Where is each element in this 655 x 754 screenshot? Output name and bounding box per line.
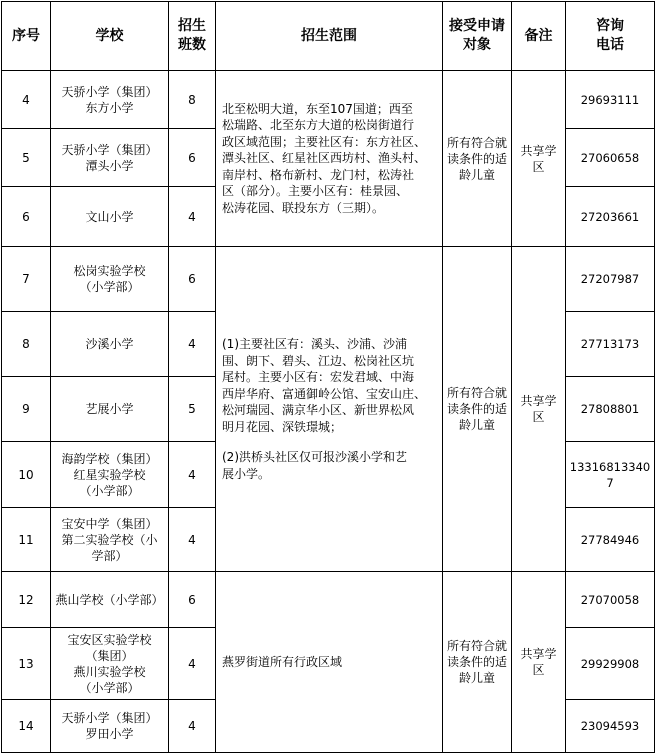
table-row — [2, 247, 655, 312]
row-school: 艺展小学 — [51, 377, 169, 442]
header-school: 学校 — [51, 2, 169, 71]
row-no: 5 — [2, 129, 51, 187]
row-school: 天骄小学（集团） 东方小学 — [51, 71, 169, 129]
header-row — [2, 2, 655, 71]
table-row — [2, 572, 655, 628]
row-classes: 4 — [169, 700, 216, 753]
group-2-range: (1)主要社区有：溪头、沙浦、沙浦 围、朗下、碧头、江边、松岗社区坑 尾村。主要小区有：宏发君域、中海 西岸华府、富通御岭公馆、宝安山庄、 松河瑞园、满京华小区、新世界松风 明月花园、深铁璟城； (2)洪桥头社区仅可报沙溪小学和艺 展小学。 — [216, 247, 443, 572]
row-classes: 6 — [169, 572, 216, 628]
row-classes: 4 — [169, 508, 216, 572]
row-classes: 8 — [169, 71, 216, 129]
row-classes: 6 — [169, 247, 216, 312]
row-phone: 13316813340 7 — [566, 442, 655, 508]
row-phone: 27060658 — [566, 129, 655, 187]
group-3-note: 共享学区 — [512, 572, 566, 753]
row-no: 13 — [2, 628, 51, 700]
row-school: 天骄小学（集团） 潭头小学 — [51, 129, 169, 187]
enrollment-table — [1, 1, 655, 753]
row-no: 9 — [2, 377, 51, 442]
header-note: 备注 — [512, 2, 566, 71]
group-2-note: 共享学区 — [512, 247, 566, 572]
row-phone: 27808801 — [566, 377, 655, 442]
row-phone: 29929908 — [566, 628, 655, 700]
row-classes: 4 — [169, 442, 216, 508]
row-no: 7 — [2, 247, 51, 312]
group-1-apply: 所有符合就 读条件的适 龄儿童 — [443, 71, 512, 247]
row-no: 14 — [2, 700, 51, 753]
row-classes: 4 — [169, 628, 216, 700]
row-no: 8 — [2, 312, 51, 377]
row-school: 宝安中学（集团） 第二实验学校（小 学部） — [51, 508, 169, 572]
group-3-range: 燕罗街道所有行政区域 — [216, 572, 443, 753]
row-phone: 27207987 — [566, 247, 655, 312]
row-no: 10 — [2, 442, 51, 508]
header-apply: 接受申请 对象 — [443, 2, 512, 71]
row-school: 天骄小学（集团） 罗田小学 — [51, 700, 169, 753]
row-phone: 27784946 — [566, 508, 655, 572]
row-school: 沙溪小学 — [51, 312, 169, 377]
group-3-apply: 所有符合就 读条件的适 龄儿童 — [443, 572, 512, 753]
row-school: 宝安区实验学校 （集团） 燕川实验学校 （小学部） — [51, 628, 169, 700]
row-classes: 4 — [169, 187, 216, 247]
row-school: 海韵学校（集团） 红星实验学校 （小学部） — [51, 442, 169, 508]
row-classes: 4 — [169, 312, 216, 377]
row-school: 燕山学校（小学部） — [51, 572, 169, 628]
group-1-range: 北至松明大道，东至107国道；西至 松瑞路、北至东方大道的松岗街道行 政区域范围；主要社区有：东方社区、 潭头社区、红星社区西坊村、渔头村、 南岸村、格布新村、龙门村，松涛社 区（部分）。主要小区有：桂景园、 松涛花园、联投东方（三期）。 — [216, 71, 443, 247]
row-no: 4 — [2, 71, 51, 129]
row-no: 11 — [2, 508, 51, 572]
row-phone: 27713173 — [566, 312, 655, 377]
header-classes: 招生 班数 — [169, 2, 216, 71]
row-no: 6 — [2, 187, 51, 247]
row-school: 文山小学 — [51, 187, 169, 247]
row-classes: 5 — [169, 377, 216, 442]
group-2-apply: 所有符合就 读条件的适 龄儿童 — [443, 247, 512, 572]
group-1-note: 共享学区 — [512, 71, 566, 247]
row-phone: 27203661 — [566, 187, 655, 247]
header-phone: 咨询 电话 — [566, 2, 655, 71]
table-row — [2, 71, 655, 129]
header-range: 招生范围 — [216, 2, 443, 71]
row-phone: 27070058 — [566, 572, 655, 628]
row-phone: 29693111 — [566, 71, 655, 129]
row-school: 松岗实验学校 （小学部） — [51, 247, 169, 312]
row-phone: 23094593 — [566, 700, 655, 753]
row-no: 12 — [2, 572, 51, 628]
row-classes: 6 — [169, 129, 216, 187]
header-no: 序号 — [2, 2, 51, 71]
